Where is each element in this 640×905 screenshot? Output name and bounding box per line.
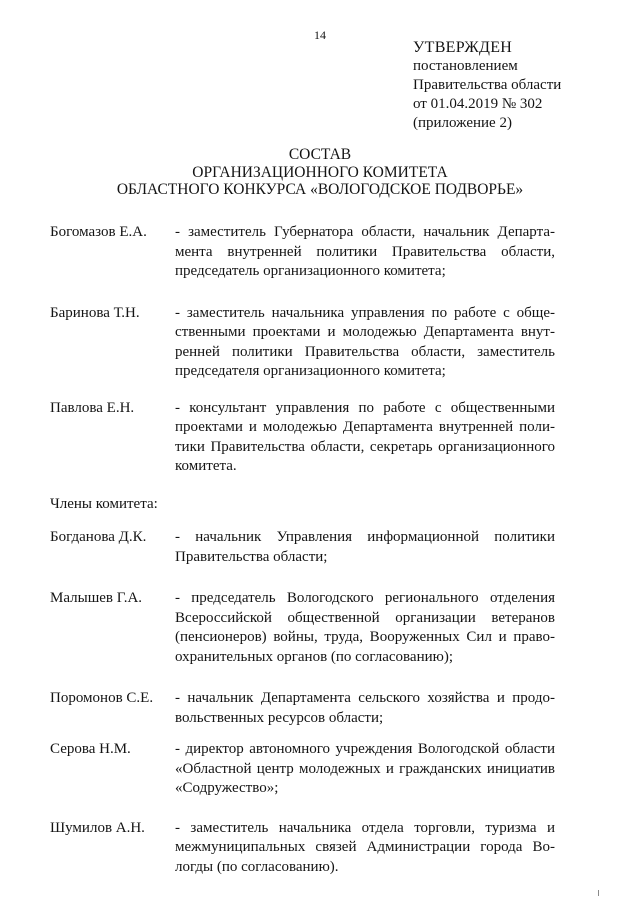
member-name: Серова Н.М.	[50, 741, 131, 757]
member-role: - заместитель Губернатора области, начальник Департамента внутренней политики Правительства области, председатель организационного комитета;	[175, 224, 555, 279]
approval-line: (приложение 2)	[413, 115, 512, 131]
approval-line: постановлением	[413, 58, 518, 74]
member-row	[50, 528, 555, 567]
member-row	[50, 399, 555, 477]
member-role: - председатель Вологодского регионального отделения Всероссийской общественной организации ветеранов (пенсионеров) войны, труда, Вооруженных Сил и правоохранительных органов (по согласованию);	[175, 590, 555, 665]
approval-line: от 01.04.2019 № 302	[413, 96, 543, 112]
committee-list	[50, 223, 555, 877]
heading-line: ОРГАНИЗАЦИОННОГО КОМИТЕТА	[192, 163, 448, 181]
member-row	[50, 304, 555, 382]
approval-stamp	[413, 38, 561, 133]
approval-title: УТВЕРЖДЕН	[413, 39, 513, 56]
member-role: - начальник Управления информационной политики Правительства области;	[175, 529, 555, 565]
heading-line: СОСТАВ	[288, 146, 352, 163]
member-role: - начальник Департамента сельского хозяйства и продовольственных ресурсов области;	[175, 690, 555, 726]
member-name: Малышев Г.А.	[50, 590, 143, 606]
member-name: Баринова Т.Н.	[50, 304, 140, 321]
member-name: Павлова Е.Н.	[50, 399, 135, 416]
member-role: - директор автономного учреждения Вологодской области «Областной центр молодежных и гражданских инициатив «Содружество»;	[175, 741, 555, 796]
scan-mark	[598, 890, 599, 896]
member-role: - заместитель начальника отдела торговли, туризма и межмуниципальных связей Администрации города Вологды (по согласованию).	[175, 819, 555, 875]
members-label: Члены комитета:	[50, 495, 158, 512]
member-role: - консультант управления по работе с общественными проектами и молодежью Департамента внутренней политики Правительства области, секретарь организационного комитета.	[175, 399, 555, 474]
member-row	[50, 223, 555, 282]
page-number: 14	[314, 28, 326, 42]
approval-line: Правительства области	[413, 77, 562, 93]
member-row	[50, 589, 555, 667]
member-name: Поромонов С.Е.	[50, 690, 154, 706]
member-name: Шумилов А.Н.	[50, 819, 145, 836]
member-name: Богомазов Е.А.	[50, 224, 147, 240]
member-row	[50, 819, 555, 878]
member-role: - заместитель начальника управления по работе с общественными проектами и молодежью Департамента внутренней политики Правительства области, заместитель председателя организационного комитета;	[175, 304, 555, 379]
member-name: Богданова Д.К.	[50, 529, 147, 545]
member-row	[50, 740, 555, 799]
heading-line: ОБЛАСТНОГО КОНКУРСА «ВОЛОГОДСКОЕ ПОДВОРЬЕ»	[116, 181, 524, 198]
member-row	[50, 689, 555, 728]
document-heading	[0, 146, 640, 199]
